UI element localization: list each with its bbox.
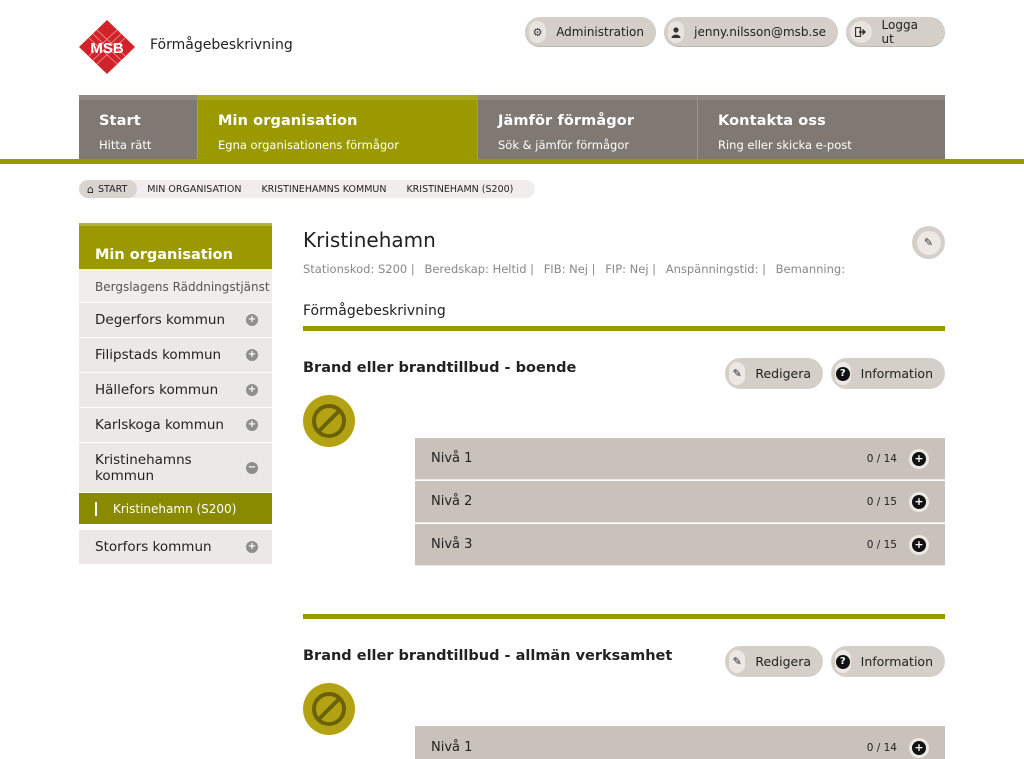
plus-icon: + <box>912 538 926 552</box>
expand-icon[interactable]: + <box>247 419 257 430</box>
page-title: Kristinehamn <box>303 228 436 252</box>
expand-icon[interactable]: + <box>247 349 257 360</box>
nav-start[interactable] <box>79 95 198 160</box>
edit-button[interactable] <box>725 646 823 677</box>
level-row[interactable] <box>415 524 945 566</box>
expand-icon[interactable]: + <box>247 541 257 552</box>
sidebar-item-label: Hällefors kommun <box>95 382 219 398</box>
breadcrumb-kristinehamns-kommun[interactable]: KRISTINEHAMNS KOMMUN <box>261 183 387 195</box>
sign-out-icon <box>850 21 872 43</box>
sidebar-item-label: Degerfors kommun <box>95 312 226 328</box>
information-label: Information <box>860 366 933 381</box>
sidebar-item-label: Kristinehamns kommun <box>95 451 192 484</box>
level-count: 0 / 14 <box>866 741 897 754</box>
user-icon <box>668 21 684 43</box>
section-title: Förmågebeskrivning <box>303 303 446 319</box>
expand-level-button[interactable] <box>909 449 929 469</box>
level-row[interactable] <box>415 438 945 480</box>
nav-kontakta-title: Kontakta oss <box>718 113 826 129</box>
logout-button[interactable] <box>846 17 945 47</box>
nav-start-title: Start <box>99 113 141 129</box>
expand-level-button[interactable] <box>909 738 929 758</box>
expand-icon[interactable]: + <box>247 384 257 395</box>
sidebar-item-degerfors[interactable] <box>79 303 272 338</box>
sidebar-org[interactable]: Bergslagens Räddningstjänst <box>79 269 272 303</box>
section-divider <box>303 326 945 331</box>
breadcrumb-kristinehamn-s200[interactable]: KRISTINEHAMN (S200) <box>406 183 514 195</box>
sidebar-selected-label: Kristinehamn (S200) <box>113 501 237 516</box>
pencil-icon: ✎ <box>917 231 941 255</box>
sidebar-item-filipstad[interactable] <box>79 338 272 373</box>
level-label: Nivå 1 <box>431 740 473 755</box>
nav-kontakta-subtitle: Ring eller skicka e-post <box>718 138 852 152</box>
level-count: 0 / 14 <box>866 452 897 465</box>
breadcrumb-min-organisation[interactable]: MIN ORGANISATION <box>147 183 242 195</box>
sidebar-item-kristinehamn[interactable] <box>79 443 272 493</box>
sidebar-heading: Min organisation <box>79 223 272 269</box>
msb-logo[interactable] <box>79 20 135 74</box>
sidebar-item-storfors[interactable] <box>79 530 272 565</box>
nav-min-organisation-title: Min organisation <box>218 113 358 129</box>
sidebar-item-hallefors[interactable] <box>79 373 272 408</box>
home-icon: ⌂ <box>87 182 94 196</box>
nav-jamfor-title: Jämför förmågor <box>498 113 635 129</box>
plus-icon: + <box>912 741 926 755</box>
administration-label: Administration <box>556 25 644 39</box>
sidebar-selected-station[interactable] <box>79 493 272 524</box>
level-label: Nivå 2 <box>431 494 473 509</box>
plus-icon: + <box>912 495 926 509</box>
nav-start-subtitle: Hitta rätt <box>99 138 152 152</box>
level-label: Nivå 3 <box>431 537 473 552</box>
question-icon: ? <box>835 362 851 385</box>
capability-title: Brand eller brandtillbud - boende <box>303 360 577 376</box>
meta-anspanningstid: Anspänningstid: | <box>665 262 766 276</box>
nav-min-organisation[interactable] <box>198 95 478 160</box>
logo-text: MSB <box>90 40 124 57</box>
information-label: Information <box>860 654 933 669</box>
station-meta <box>303 262 851 276</box>
meta-stationskod: Stationskod: S200 | <box>303 262 415 276</box>
status-icon <box>303 683 355 735</box>
sidebar-item-label: Storfors kommun <box>95 539 212 555</box>
nav-min-organisation-subtitle: Egna organisationens förmågor <box>218 138 399 152</box>
app-title: Förmågebeskrivning <box>150 37 293 53</box>
logout-label: Logga ut <box>881 18 918 46</box>
information-button[interactable] <box>831 358 945 389</box>
administration-button[interactable] <box>525 17 656 47</box>
plus-icon: + <box>912 452 926 466</box>
level-row[interactable] <box>415 481 945 523</box>
user-account-button[interactable] <box>664 17 838 47</box>
question-icon: ? <box>835 650 851 673</box>
sidebar-item-label: Filipstads kommun <box>95 347 222 363</box>
edit-label: Redigera <box>755 654 811 669</box>
pencil-icon: ✎ <box>729 362 745 385</box>
meta-fip: FIP: Nej | <box>605 262 657 276</box>
breadcrumb <box>79 180 535 198</box>
breadcrumb-home[interactable] <box>79 180 137 198</box>
breadcrumb-start: START <box>97 183 128 195</box>
nav-kontakta-oss[interactable] <box>698 95 945 160</box>
main-nav <box>79 95 945 160</box>
user-email: jenny.nilsson@msb.se <box>694 25 826 39</box>
edit-button[interactable] <box>725 358 823 389</box>
selected-indicator <box>95 502 97 516</box>
edit-station-button[interactable] <box>912 226 945 259</box>
nav-jamfor-formagor[interactable] <box>478 95 698 160</box>
status-icon <box>303 395 355 447</box>
nav-jamfor-subtitle: Sök & jämför förmågor <box>498 138 630 152</box>
nav-divider <box>0 159 1024 164</box>
level-label: Nivå 1 <box>431 451 473 466</box>
capability-title: Brand eller brandtillbud - allmän verksamhet <box>303 648 673 664</box>
expand-level-button[interactable] <box>909 492 929 512</box>
capability-divider <box>303 614 945 619</box>
level-row[interactable] <box>415 726 945 759</box>
level-count: 0 / 15 <box>866 538 897 551</box>
expand-icon[interactable]: + <box>247 314 257 325</box>
meta-fib: FIB: Nej | <box>543 262 596 276</box>
sidebar-item-karlskoga[interactable] <box>79 408 272 443</box>
pencil-icon: ✎ <box>729 650 745 673</box>
level-count: 0 / 15 <box>866 495 897 508</box>
meta-beredskap: Beredskap: Heltid | <box>424 262 535 276</box>
collapse-icon[interactable]: − <box>247 461 257 473</box>
meta-bemanning: Bemanning: <box>775 262 846 276</box>
information-button[interactable] <box>831 646 945 677</box>
sidebar-item-label: Karlskoga kommun <box>95 417 224 433</box>
gears-icon: ⚙ <box>529 21 546 43</box>
edit-label: Redigera <box>755 366 811 381</box>
sidebar <box>79 223 272 565</box>
expand-level-button[interactable] <box>909 535 929 555</box>
